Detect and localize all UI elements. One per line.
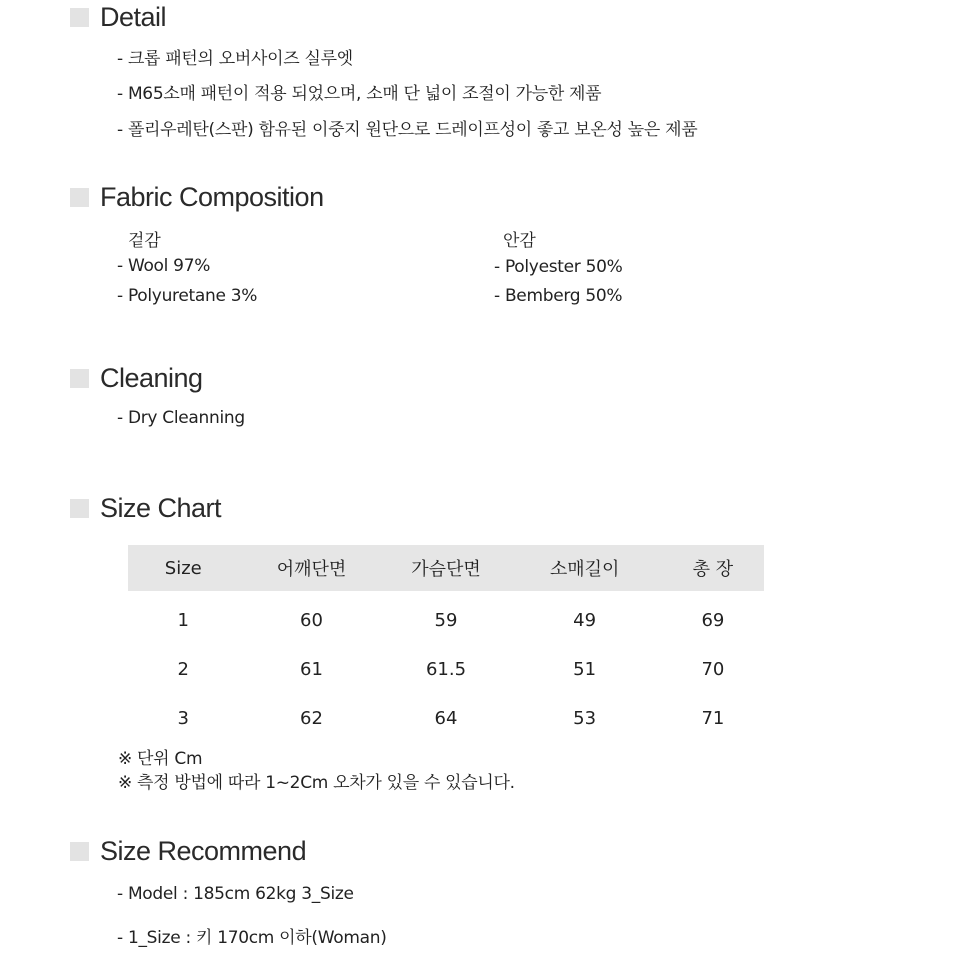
table-row [128,694,764,743]
square-bullet-icon [70,842,89,861]
outer-fabric-item: - Polyuretane 3% [117,286,258,306]
inner-fabric-item: - Polyester 50% [494,257,623,277]
size-chart-heading [70,493,221,524]
detail-item: - M65소매 패턴이 적용 되었으며, 소매 단 넓이 조절이 가능한 제품 [117,84,602,104]
table-row [128,591,764,645]
table-cell: 64 [434,708,458,729]
table-cell: 70 [701,659,725,680]
table-cell: 53 [573,708,597,729]
detail-title: Detail [100,2,167,32]
cleaning-heading [70,363,203,394]
cleaning-title: Cleaning [100,363,203,393]
header-size: Size [128,545,239,591]
inner-fabric-label: 안감 [503,231,536,251]
header-chest: 가슴단면 [384,545,507,591]
table-cell: 3 [177,708,189,729]
inner-fabric-item: - Bemberg 50% [494,286,623,306]
size-chart-table [128,545,764,743]
table-cell: 60 [300,610,323,631]
outer-fabric-item: - Wool 97% [117,256,211,276]
header-sleeve: 소매길이 [507,545,661,591]
square-bullet-icon [70,499,89,518]
size-recommend-heading [70,836,306,867]
table-cell: 61.5 [425,659,467,680]
fabric-title: Fabric Composition [100,182,324,212]
table-cell: 51 [573,659,597,680]
table-row [128,645,764,694]
cleaning-item: - Dry Cleanning [117,408,245,428]
detail-item: - 크롭 패턴의 오버사이즈 실루엣 [117,49,353,69]
detail-heading [70,2,166,33]
table-cell: 62 [300,708,323,729]
fabric-heading [70,182,324,213]
header-shoulder: 어깨단면 [239,545,385,591]
size-chart-title: Size Chart [100,493,222,523]
size-chart-note: ※ 단위 Cm [118,749,203,769]
size-recommend-item: - 1_Size : 키 170cm 이하(Woman) [117,928,387,948]
size-recommend-title: Size Recommend [100,836,307,866]
header-total-length: 총 장 [662,545,764,591]
square-bullet-icon [70,369,89,388]
size-recommend-item: - Model : 185cm 62kg 3_Size [117,884,354,904]
size-chart-note: ※ 측정 방법에 따라 1~2Cm 오차가 있을 수 있습니다. [118,773,515,793]
table-cell: 1 [177,610,189,631]
square-bullet-icon [70,8,89,27]
table-cell: 69 [701,610,725,631]
table-header-row [128,545,764,591]
table-cell: 49 [573,610,597,631]
table-cell: 61 [300,659,323,680]
detail-item: - 폴리우레탄(스판) 함유된 이중지 원단으로 드레이프성이 좋고 보온성 높은 제품 [117,120,698,140]
outer-fabric-label: 겉감 [128,231,161,251]
table-cell: 2 [177,659,189,680]
table-cell: 71 [701,708,725,729]
table-cell: 59 [434,610,458,631]
square-bullet-icon [70,188,89,207]
